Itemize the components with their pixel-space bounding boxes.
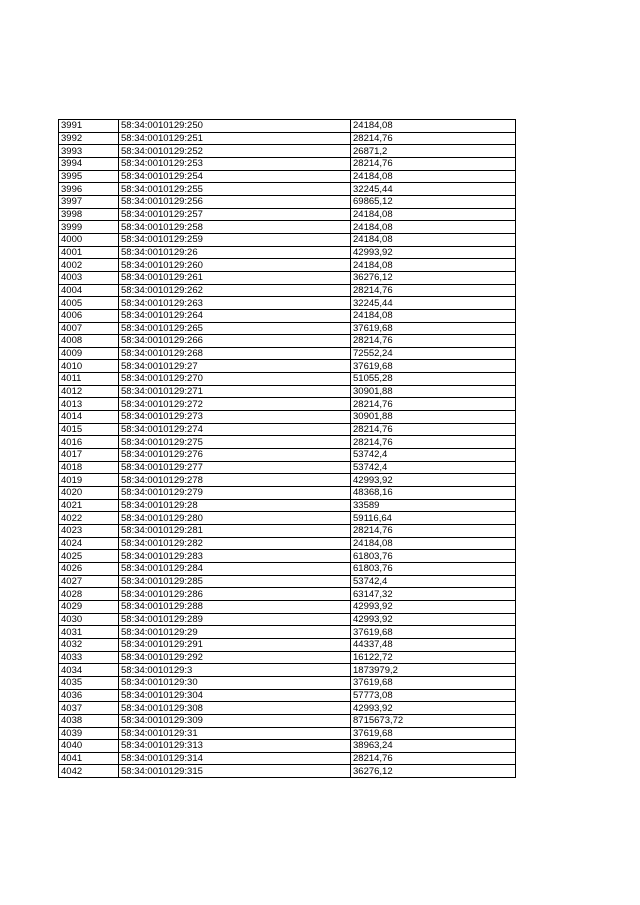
row-number-cell: 4006 <box>59 309 119 322</box>
table-row <box>59 347 516 360</box>
value-cell: 26871,2 <box>351 145 516 158</box>
row-number-cell: 3993 <box>59 145 119 158</box>
cadastral-number-cell: 58:34:0010129:26 <box>119 246 351 259</box>
cadastral-number-cell: 58:34:0010129:255 <box>119 183 351 196</box>
value-cell: 57773,08 <box>351 689 516 702</box>
row-number-cell: 3997 <box>59 195 119 208</box>
table-row <box>59 499 516 512</box>
table-row <box>59 183 516 196</box>
table-row <box>59 638 516 651</box>
table-row <box>59 461 516 474</box>
value-cell: 63147,32 <box>351 588 516 601</box>
row-number-cell: 4037 <box>59 702 119 715</box>
value-cell: 37619,68 <box>351 727 516 740</box>
row-number-cell: 4021 <box>59 499 119 512</box>
cadastral-number-cell: 58:34:0010129:279 <box>119 487 351 500</box>
table-row <box>59 246 516 259</box>
cadastral-number-cell: 58:34:0010129:264 <box>119 309 351 322</box>
cadastral-number-cell: 58:34:0010129:282 <box>119 537 351 550</box>
value-cell: 61803,76 <box>351 550 516 563</box>
row-number-cell: 4009 <box>59 347 119 360</box>
table-row <box>59 259 516 272</box>
row-number-cell: 3995 <box>59 170 119 183</box>
row-number-cell: 4007 <box>59 322 119 335</box>
row-number-cell: 4005 <box>59 297 119 310</box>
row-number-cell: 4029 <box>59 600 119 613</box>
cadastral-number-cell: 58:34:0010129:283 <box>119 550 351 563</box>
table-row <box>59 474 516 487</box>
value-cell: 36276,12 <box>351 271 516 284</box>
cadastral-number-cell: 58:34:0010129:261 <box>119 271 351 284</box>
value-cell: 16122,72 <box>351 651 516 664</box>
table-row <box>59 195 516 208</box>
value-cell: 61803,76 <box>351 562 516 575</box>
cadastral-number-cell: 58:34:0010129:31 <box>119 727 351 740</box>
table-row <box>59 233 516 246</box>
cadastral-number-cell: 58:34:0010129:253 <box>119 157 351 170</box>
value-cell: 53742,4 <box>351 461 516 474</box>
value-cell: 24184,08 <box>351 170 516 183</box>
value-cell: 30901,88 <box>351 385 516 398</box>
value-cell: 33589 <box>351 499 516 512</box>
cadastral-number-cell: 58:34:0010129:266 <box>119 335 351 348</box>
value-cell: 37619,68 <box>351 626 516 639</box>
cadastral-number-cell: 58:34:0010129:258 <box>119 221 351 234</box>
row-number-cell: 4030 <box>59 613 119 626</box>
cadastral-number-cell: 58:34:0010129:278 <box>119 474 351 487</box>
cadastral-number-cell: 58:34:0010129:285 <box>119 575 351 588</box>
row-number-cell: 3996 <box>59 183 119 196</box>
table-row <box>59 487 516 500</box>
row-number-cell: 4016 <box>59 436 119 449</box>
table-row <box>59 208 516 221</box>
row-number-cell: 4028 <box>59 588 119 601</box>
cadastral-number-cell: 58:34:0010129:270 <box>119 373 351 386</box>
row-number-cell: 4032 <box>59 638 119 651</box>
value-cell: 28214,76 <box>351 157 516 170</box>
row-number-cell: 4022 <box>59 512 119 525</box>
row-number-cell: 4025 <box>59 550 119 563</box>
table-row <box>59 398 516 411</box>
cadastral-number-cell: 58:34:0010129:251 <box>119 132 351 145</box>
cadastral-number-cell: 58:34:0010129:286 <box>119 588 351 601</box>
cadastral-value-table <box>58 119 516 778</box>
cadastral-number-cell: 58:34:0010129:288 <box>119 600 351 613</box>
value-cell: 28214,76 <box>351 284 516 297</box>
value-cell: 24184,08 <box>351 233 516 246</box>
table-body <box>59 120 516 778</box>
cadastral-number-cell: 58:34:0010129:30 <box>119 676 351 689</box>
row-number-cell: 3992 <box>59 132 119 145</box>
table-row <box>59 740 516 753</box>
cadastral-number-cell: 58:34:0010129:27 <box>119 360 351 373</box>
value-cell: 37619,68 <box>351 676 516 689</box>
table-row <box>59 360 516 373</box>
table-row <box>59 588 516 601</box>
value-cell: 32245,44 <box>351 297 516 310</box>
table-row <box>59 689 516 702</box>
table-row <box>59 284 516 297</box>
table-row <box>59 525 516 538</box>
table-row <box>59 550 516 563</box>
value-cell: 44337,48 <box>351 638 516 651</box>
value-cell: 24184,08 <box>351 208 516 221</box>
cadastral-number-cell: 58:34:0010129:254 <box>119 170 351 183</box>
row-number-cell: 4033 <box>59 651 119 664</box>
value-cell: 48368,16 <box>351 487 516 500</box>
value-cell: 30901,88 <box>351 411 516 424</box>
value-cell: 37619,68 <box>351 322 516 335</box>
row-number-cell: 4040 <box>59 740 119 753</box>
value-cell: 36276,12 <box>351 765 516 778</box>
value-cell: 42993,92 <box>351 613 516 626</box>
table-row <box>59 120 516 133</box>
cadastral-number-cell: 58:34:0010129:263 <box>119 297 351 310</box>
table-row <box>59 752 516 765</box>
value-cell: 24184,08 <box>351 537 516 550</box>
cadastral-number-cell: 58:34:0010129:284 <box>119 562 351 575</box>
row-number-cell: 4034 <box>59 664 119 677</box>
value-cell: 24184,08 <box>351 259 516 272</box>
value-cell: 24184,08 <box>351 309 516 322</box>
value-cell: 53742,4 <box>351 449 516 462</box>
row-number-cell: 3999 <box>59 221 119 234</box>
cadastral-number-cell: 58:34:0010129:308 <box>119 702 351 715</box>
row-number-cell: 4001 <box>59 246 119 259</box>
value-cell: 72552,24 <box>351 347 516 360</box>
cadastral-number-cell: 58:34:0010129:260 <box>119 259 351 272</box>
table-row <box>59 157 516 170</box>
table-row <box>59 626 516 639</box>
cadastral-number-cell: 58:34:0010129:28 <box>119 499 351 512</box>
row-number-cell: 4011 <box>59 373 119 386</box>
cadastral-number-cell: 58:34:0010129:252 <box>119 145 351 158</box>
table-row <box>59 145 516 158</box>
value-cell: 28214,76 <box>351 132 516 145</box>
row-number-cell: 4031 <box>59 626 119 639</box>
table-row <box>59 727 516 740</box>
cadastral-number-cell: 58:34:0010129:276 <box>119 449 351 462</box>
row-number-cell: 4019 <box>59 474 119 487</box>
cadastral-number-cell: 58:34:0010129:3 <box>119 664 351 677</box>
row-number-cell: 4002 <box>59 259 119 272</box>
value-cell: 32245,44 <box>351 183 516 196</box>
row-number-cell: 4004 <box>59 284 119 297</box>
cadastral-number-cell: 58:34:0010129:275 <box>119 436 351 449</box>
cadastral-number-cell: 58:34:0010129:250 <box>119 120 351 133</box>
row-number-cell: 4041 <box>59 752 119 765</box>
row-number-cell: 3994 <box>59 157 119 170</box>
cadastral-number-cell: 58:34:0010129:292 <box>119 651 351 664</box>
row-number-cell: 3991 <box>59 120 119 133</box>
value-cell: 28214,76 <box>351 436 516 449</box>
row-number-cell: 4035 <box>59 676 119 689</box>
row-number-cell: 4023 <box>59 525 119 538</box>
cadastral-number-cell: 58:34:0010129:272 <box>119 398 351 411</box>
row-number-cell: 4013 <box>59 398 119 411</box>
cadastral-number-cell: 58:34:0010129:273 <box>119 411 351 424</box>
cadastral-number-cell: 58:34:0010129:256 <box>119 195 351 208</box>
value-cell: 42993,92 <box>351 474 516 487</box>
table-row <box>59 613 516 626</box>
cadastral-number-cell: 58:34:0010129:274 <box>119 423 351 436</box>
table-row <box>59 676 516 689</box>
cadastral-number-cell: 58:34:0010129:291 <box>119 638 351 651</box>
row-number-cell: 4027 <box>59 575 119 588</box>
table-row <box>59 322 516 335</box>
table-row <box>59 575 516 588</box>
row-number-cell: 4020 <box>59 487 119 500</box>
row-number-cell: 3998 <box>59 208 119 221</box>
table-row <box>59 373 516 386</box>
table-row <box>59 385 516 398</box>
cadastral-number-cell: 58:34:0010129:277 <box>119 461 351 474</box>
value-cell: 28214,76 <box>351 423 516 436</box>
cadastral-number-cell: 58:34:0010129:257 <box>119 208 351 221</box>
table-row <box>59 765 516 778</box>
table-row <box>59 562 516 575</box>
table-row <box>59 651 516 664</box>
value-cell: 42993,92 <box>351 702 516 715</box>
row-number-cell: 4012 <box>59 385 119 398</box>
table-row <box>59 170 516 183</box>
cadastral-number-cell: 58:34:0010129:259 <box>119 233 351 246</box>
row-number-cell: 4014 <box>59 411 119 424</box>
value-cell: 38963,24 <box>351 740 516 753</box>
row-number-cell: 4003 <box>59 271 119 284</box>
table-row <box>59 449 516 462</box>
value-cell: 24184,08 <box>351 221 516 234</box>
cadastral-number-cell: 58:34:0010129:309 <box>119 714 351 727</box>
value-cell: 8715673,72 <box>351 714 516 727</box>
row-number-cell: 4010 <box>59 360 119 373</box>
table-row <box>59 221 516 234</box>
value-cell: 59116,64 <box>351 512 516 525</box>
row-number-cell: 4026 <box>59 562 119 575</box>
cadastral-number-cell: 58:34:0010129:265 <box>119 322 351 335</box>
row-number-cell: 4008 <box>59 335 119 348</box>
row-number-cell: 4015 <box>59 423 119 436</box>
value-cell: 51055,28 <box>351 373 516 386</box>
table-row <box>59 600 516 613</box>
value-cell: 28214,76 <box>351 335 516 348</box>
table-row <box>59 132 516 145</box>
cadastral-number-cell: 58:34:0010129:262 <box>119 284 351 297</box>
row-number-cell: 4018 <box>59 461 119 474</box>
value-cell: 24184,08 <box>351 120 516 133</box>
cadastral-number-cell: 58:34:0010129:314 <box>119 752 351 765</box>
row-number-cell: 4039 <box>59 727 119 740</box>
cadastral-number-cell: 58:34:0010129:289 <box>119 613 351 626</box>
table-row <box>59 309 516 322</box>
table-row <box>59 512 516 525</box>
table-row <box>59 714 516 727</box>
table-row <box>59 271 516 284</box>
row-number-cell: 4036 <box>59 689 119 702</box>
cadastral-number-cell: 58:34:0010129:315 <box>119 765 351 778</box>
table-row <box>59 436 516 449</box>
value-cell: 42993,92 <box>351 246 516 259</box>
value-cell: 37619,68 <box>351 360 516 373</box>
row-number-cell: 4000 <box>59 233 119 246</box>
row-number-cell: 4024 <box>59 537 119 550</box>
cadastral-number-cell: 58:34:0010129:313 <box>119 740 351 753</box>
table-row <box>59 297 516 310</box>
table-row <box>59 664 516 677</box>
value-cell: 42993,92 <box>351 600 516 613</box>
table-row <box>59 702 516 715</box>
cadastral-number-cell: 58:34:0010129:304 <box>119 689 351 702</box>
row-number-cell: 4017 <box>59 449 119 462</box>
value-cell: 69865,12 <box>351 195 516 208</box>
cadastral-number-cell: 58:34:0010129:268 <box>119 347 351 360</box>
value-cell: 28214,76 <box>351 525 516 538</box>
value-cell: 28214,76 <box>351 752 516 765</box>
cadastral-number-cell: 58:34:0010129:281 <box>119 525 351 538</box>
table-row <box>59 423 516 436</box>
row-number-cell: 4038 <box>59 714 119 727</box>
cadastral-number-cell: 58:34:0010129:271 <box>119 385 351 398</box>
value-cell: 53742,4 <box>351 575 516 588</box>
cadastral-number-cell: 58:34:0010129:29 <box>119 626 351 639</box>
table-row <box>59 335 516 348</box>
table-row <box>59 411 516 424</box>
row-number-cell: 4042 <box>59 765 119 778</box>
value-cell: 28214,76 <box>351 398 516 411</box>
table-row <box>59 537 516 550</box>
cadastral-number-cell: 58:34:0010129:280 <box>119 512 351 525</box>
value-cell: 1873979,2 <box>351 664 516 677</box>
